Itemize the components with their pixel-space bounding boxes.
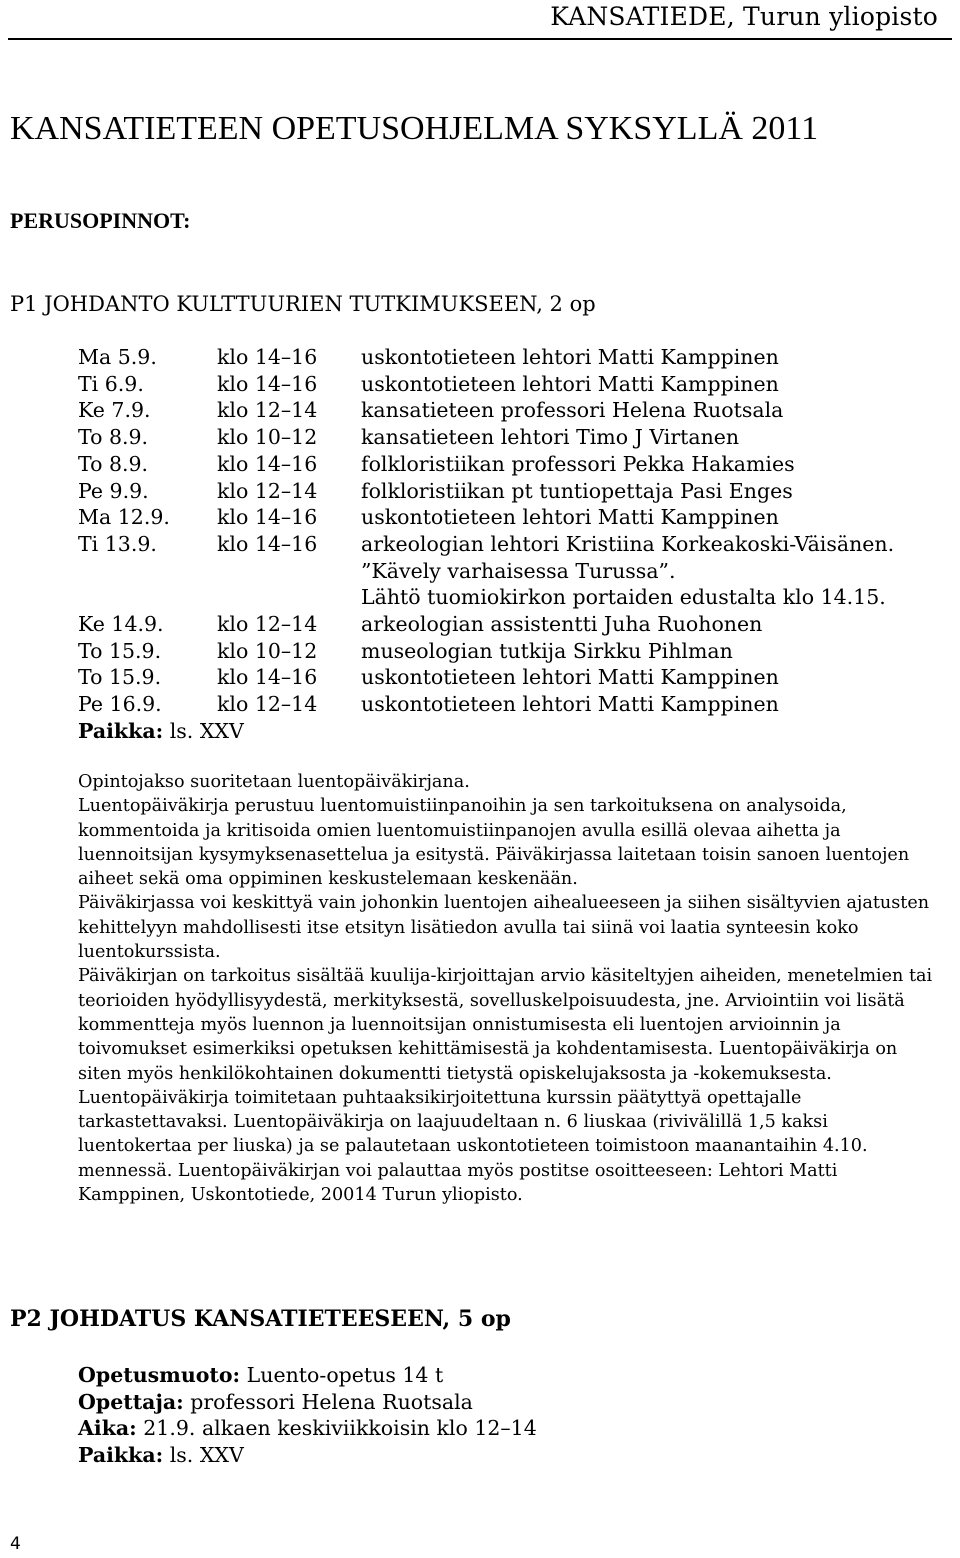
info-value: Luento-opetus 14 t [240, 1363, 444, 1387]
schedule-lecturer: kansatieteen professori Helena Ruotsala [361, 398, 784, 423]
p1-schedule [78, 344, 894, 745]
schedule-lecturer: uskontotieteen lehtori Matti Kamppinen [361, 371, 779, 396]
schedule-time: klo 14–16 [217, 665, 318, 690]
header-divider [8, 38, 952, 40]
schedule-row [78, 638, 894, 665]
schedule-day [78, 584, 217, 611]
p1-description [78, 770, 938, 1207]
schedule-day: To 8.9. [78, 425, 149, 450]
schedule-day: Ma 12.9. [78, 505, 170, 530]
info-label: Aika: [78, 1416, 137, 1440]
schedule-row [78, 478, 894, 505]
schedule-lecturer: Lähtö tuomiokirkon portaiden edustalta klo 14.15. [361, 585, 886, 610]
schedule-lecturer: ”Kävely varhaisessa Turussa”. [361, 558, 676, 583]
schedule-row [78, 664, 894, 691]
p1-course-title: P1 JOHDANTO KULTTUURIEN TUTKIMUKSEEN, 2 op [10, 292, 596, 316]
schedule-time: klo 12–14 [217, 398, 318, 423]
schedule-row [78, 691, 894, 718]
paragraph: Luentopäiväkirja perustuu luentomuistiinpanoihin ja sen tarkoituksena on analysoida, kommentoida ja kritisoida omien luentomuistiinpanojen avulla esillä olevaa aihetta ja luennoitsijan kysymyksenasettelua ja esitystä. Päiväkirjassa laitetaan toisin sanoen luentojen aiheet sekä oma oppiminen keskustelemaan keskenään. [78, 796, 910, 890]
schedule-day: Ke 14.9. [78, 612, 164, 637]
schedule-row [78, 584, 894, 611]
schedule-time: klo 14–16 [217, 505, 318, 530]
schedule-row [78, 531, 894, 558]
page-number: 4 [10, 1534, 21, 1554]
paragraph: Opintojakso suoritetaan luentopäiväkirjana. [78, 772, 470, 792]
schedule-time: klo 14–16 [217, 371, 318, 396]
schedule-day: Ke 7.9. [78, 398, 151, 423]
info-value: 21.9. alkaen keskiviikkoisin klo 12–14 [136, 1416, 537, 1440]
schedule-day: Ma 5.9. [78, 345, 157, 369]
p2-course-title: P2 JOHDATUS KANSATIETEESEEN, 5 op [10, 1306, 511, 1332]
info-row [78, 1442, 537, 1469]
schedule-time: klo 14–16 [217, 345, 318, 369]
info-value: professori Helena Ruotsala [183, 1389, 473, 1414]
schedule-day: To 8.9. [78, 451, 149, 476]
schedule-lecturer: kansatieteen lehtori Timo J Virtanen [361, 425, 740, 450]
header-title: KANSATIEDE, Turun yliopisto [550, 2, 938, 31]
paragraph: Luentopäiväkirja toimitetaan puhtaaksikirjoitettuna kurssin päätyttyä opettajalle tarkastettavaksi. Luentopäiväkirja on laajuudeltaan n. 6 liuskaa (rivivälillä 1,5 kaksi luentokertaa per liuska) ja se palautetaan uskontotieteen toimistoon maanantaihin 4.10. mennessä. Luentopäiväkirjan voi palauttaa myös postitse osoitteeseen: Lehtori Matti Kamppinen, Uskontotiede, 20014 Turun yliopisto. [78, 1087, 868, 1206]
schedule-lecturer: uskontotieteen lehtori Matti Kamppinen [361, 665, 779, 690]
paragraph: Päiväkirjan on tarkoitus sisältää kuulija-kirjoittajan arvio käsiteltyjen aiheiden, menetelmien tai teorioiden hyödyllisyydestä, merkityksestä, sovelluskelpoisuudesta, jne. Arviointiin voi lisätä kommentteja myös luennon ja luennoitsijan onnistumisesta eli luentojen arvioinnin ja toivomukset esimerkiksi opetuksen kehittämisestä ja kohdentamisesta. Luentopäiväkirja on siten myös henkilökohtainen dokumentti tietystä opiskelujaksosta ja -kokemuksesta. [78, 966, 933, 1084]
schedule-day: Ti 13.9. [78, 531, 157, 556]
schedule-row [78, 344, 894, 371]
schedule-time: klo 12–14 [217, 478, 318, 503]
info-label: Opetusmuoto: [78, 1363, 241, 1387]
schedule-row [78, 371, 894, 398]
schedule-time [217, 584, 361, 611]
schedule-day [78, 558, 217, 585]
info-value: ls. XXV [163, 1442, 244, 1467]
schedule-row [78, 424, 894, 451]
info-row [78, 1389, 537, 1416]
schedule-row [78, 504, 894, 531]
schedule-lecturer: uskontotieteen lehtori Matti Kamppinen [361, 505, 779, 530]
info-label: Opettaja: [78, 1389, 184, 1414]
schedule-row [78, 397, 894, 424]
schedule-day: Ti 6.9. [78, 371, 144, 396]
page-title: KANSATIETEEN OPETUSOHJELMA SYKSYLLÄ 2011 [10, 110, 819, 147]
schedule-time: klo 10–12 [217, 425, 318, 450]
schedule-time [217, 558, 361, 585]
paragraph: Päiväkirjassa voi keskittyä vain johonkin luentojen aihealueeseen ja siihen sisältyvien ajatusten kehittelyyn mahdollisesti itse etsityn lisätiedon avulla tai siinä voi laatia synteesin koko luentokurssista. [78, 893, 930, 963]
schedule-lecturer: uskontotieteen lehtori Matti Kamppinen [361, 345, 779, 369]
info-row [78, 1415, 537, 1442]
perusopinnot-heading: PERUSOPINNOT: [10, 208, 191, 233]
schedule-lecturer: folkloristiikan professori Pekka Hakamies [361, 451, 795, 476]
schedule-lecturer: uskontotieteen lehtori Matti Kamppinen [361, 692, 779, 717]
schedule-day: Pe 9.9. [78, 478, 149, 503]
schedule-row [78, 451, 894, 478]
p2-info [78, 1362, 537, 1468]
schedule-row [78, 558, 894, 585]
schedule-time: klo 14–16 [217, 451, 318, 476]
schedule-place [78, 718, 894, 745]
info-row [78, 1362, 537, 1389]
place-value: ls. XXV [163, 718, 244, 743]
schedule-time: klo 12–14 [217, 692, 318, 717]
schedule-day: To 15.9. [78, 638, 162, 663]
schedule-lecturer: arkeologian assistentti Juha Ruohonen [361, 612, 763, 637]
schedule-lecturer: folkloristiikan pt tuntiopettaja Pasi Enges [361, 478, 793, 503]
schedule-time: klo 14–16 [217, 531, 318, 556]
schedule-lecturer: arkeologian lehtori Kristiina Korkeakoski-Väisänen. [361, 531, 895, 556]
schedule-time: klo 12–14 [217, 612, 318, 637]
schedule-lecturer: museologian tutkija Sirkku Pihlman [361, 638, 733, 663]
place-label: Paikka: [78, 718, 164, 743]
schedule-row [78, 611, 894, 638]
schedule-day: To 15.9. [78, 665, 162, 690]
info-label: Paikka: [78, 1442, 164, 1467]
schedule-time: klo 10–12 [217, 638, 318, 663]
schedule-day: Pe 16.9. [78, 692, 162, 717]
